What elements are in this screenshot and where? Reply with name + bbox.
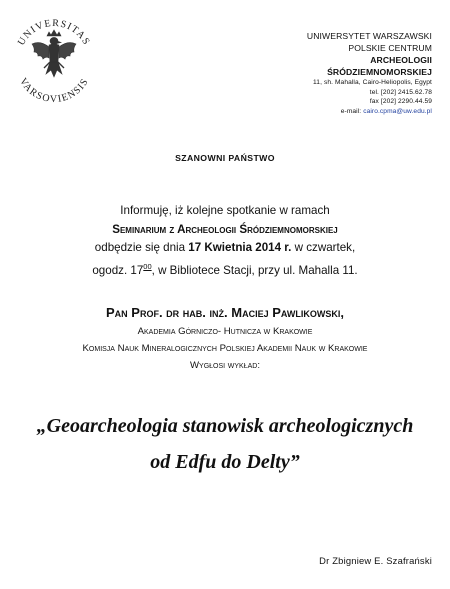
- institution-address: 11, sh. Mahalla, Cairo-Heliopolis, Egypt: [313, 79, 432, 86]
- eagle-icon: [32, 30, 76, 77]
- email-link[interactable]: cairo.cpma@uw.edu.pl: [363, 107, 432, 115]
- lecture-title: [0, 408, 450, 480]
- time-suffix: , w Bibliotece Stacji, przy ul. Mahalla 11.: [151, 263, 358, 277]
- seal-top-text: UNIVERSITAS: [15, 17, 93, 48]
- institution-tel: tel. [202] 2415.62.78: [369, 88, 432, 96]
- institution-header: [232, 30, 432, 116]
- speaker-title: Pan Prof. dr hab. inż.: [106, 305, 228, 320]
- speaker-affiliation-2: Komisja Nauk Mineralogicznych Polskiej Akademii Nauk w Krakowie: [82, 343, 368, 354]
- institution-mediterranean: ŚRÓDZIEMNOMORSKIEJ: [327, 67, 432, 77]
- time-prefix: ogodz. 17: [92, 263, 144, 277]
- greeting: SZANOWNI PAŃSTWO: [175, 153, 275, 163]
- institution-fax: fax [202] 2290.44.59: [369, 98, 432, 105]
- speaker-name: Maciej Pawlikowski: [231, 305, 341, 320]
- institution-university: UNIWERSYTET WARSZAWSKI: [306, 31, 432, 41]
- lecture-intro: Wygłosi wykład:: [189, 360, 260, 371]
- date-prefix: odbędzie się dnia: [94, 241, 186, 254]
- svg-text:VARSOVIENSIS: [17, 76, 91, 105]
- institution-email-line: [232, 107, 432, 117]
- speaker-name-line: Pan Prof. dr hab. inż. Maciej Pawlikowski,: [106, 305, 344, 320]
- email-label: e-mail:: [340, 107, 362, 115]
- seal-bottom-text: VARSOVIENSIS: [16, 76, 92, 106]
- meeting-date: 17 Kwietnia 2014 r.: [188, 241, 292, 254]
- speaker-affiliation-1: Akademia Górniczo- Hutnicza w Krakowie: [137, 326, 313, 337]
- signature: Dr Zbigniew E. Szafrański: [319, 555, 432, 566]
- speaker-block: [0, 303, 450, 374]
- date-suffix: w czwartek,: [294, 241, 356, 254]
- announcement: [0, 202, 450, 280]
- seminar-name: Seminarium z Archeologii Śródziemnomorskiej: [112, 222, 338, 236]
- time-superscript: 00: [143, 261, 152, 271]
- lecture-title-line-1: „Geoarcheologia stanowisk archeologicznych: [36, 415, 414, 437]
- announcement-line-1: Informuję, iż kolejne spotkanie w ramach: [120, 204, 330, 217]
- announcement-date-line: [0, 239, 450, 258]
- institution-archeology: ARCHEOLOGII: [370, 55, 432, 65]
- lecture-title-line-2: od Edfu do Delty”: [150, 451, 300, 473]
- announcement-time-line: [0, 258, 450, 281]
- university-seal: [8, 14, 100, 106]
- institution-center: POLSKIE CENTRUM: [348, 43, 432, 53]
